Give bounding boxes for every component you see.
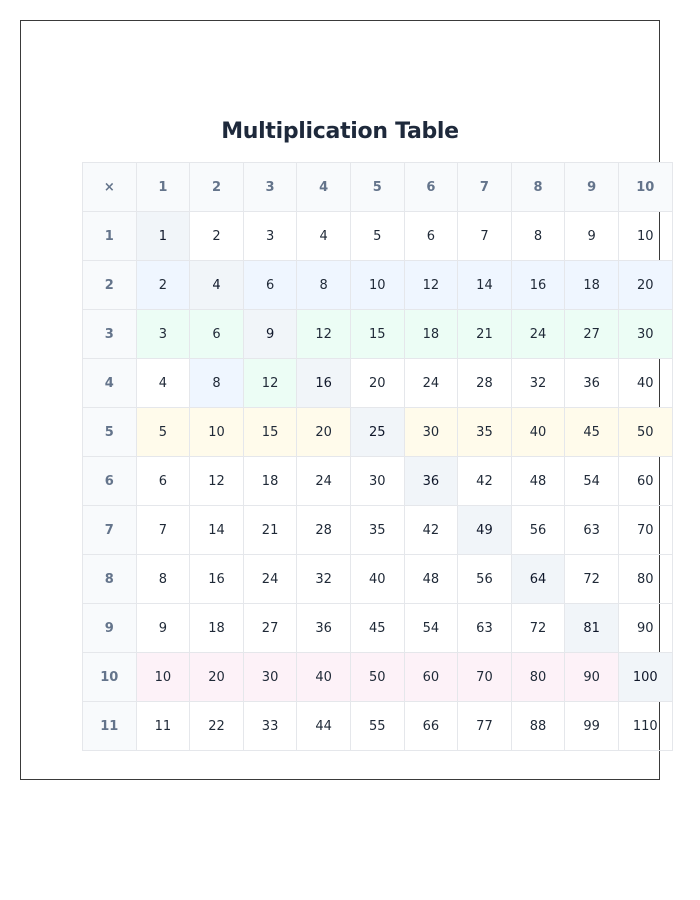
row-header: 7	[83, 506, 137, 555]
table-cell: 21	[243, 506, 297, 555]
column-header: 2	[190, 163, 244, 212]
table-row	[83, 604, 673, 653]
table-cell: 9	[243, 310, 297, 359]
table-cell: 12	[190, 457, 244, 506]
table-cell: 3	[243, 212, 297, 261]
table-cell: 55	[350, 702, 404, 751]
table-cell: 45	[350, 604, 404, 653]
table-cell: 27	[565, 310, 619, 359]
table-cell: 12	[404, 261, 458, 310]
row-header: 9	[83, 604, 137, 653]
table-cell: 30	[350, 457, 404, 506]
row-header: 10	[83, 653, 137, 702]
table-cell: 36	[404, 457, 458, 506]
table-cell: 18	[243, 457, 297, 506]
table-cell: 60	[404, 653, 458, 702]
table-row	[83, 212, 673, 261]
row-header: 6	[83, 457, 137, 506]
table-cell: 50	[350, 653, 404, 702]
table-cell: 7	[458, 212, 512, 261]
table-cell: 99	[565, 702, 619, 751]
column-header: 9	[565, 163, 619, 212]
table-cell: 32	[297, 555, 351, 604]
table-cell: 28	[458, 359, 512, 408]
table-cell: 22	[190, 702, 244, 751]
table-scroll-area[interactable]	[82, 162, 658, 734]
table-cell: 42	[458, 457, 512, 506]
table-cell: 10	[136, 653, 190, 702]
table-cell: 8	[190, 359, 244, 408]
table-cell: 35	[350, 506, 404, 555]
table-cell: 6	[243, 261, 297, 310]
table-row	[83, 457, 673, 506]
table-cell: 20	[350, 359, 404, 408]
table-cell: 9	[136, 604, 190, 653]
table-row	[83, 359, 673, 408]
table-cell: 5	[136, 408, 190, 457]
column-header: 6	[404, 163, 458, 212]
table-cell: 49	[458, 506, 512, 555]
table-cell: 50	[618, 408, 672, 457]
table-cell: 54	[404, 604, 458, 653]
table-cell: 56	[511, 506, 565, 555]
table-cell: 11	[136, 702, 190, 751]
table-cell: 10	[618, 212, 672, 261]
header-row	[83, 163, 673, 212]
table-cell: 90	[565, 653, 619, 702]
table-cell: 40	[297, 653, 351, 702]
table-cell: 24	[243, 555, 297, 604]
table-cell: 12	[243, 359, 297, 408]
table-cell: 21	[458, 310, 512, 359]
table-cell: 20	[297, 408, 351, 457]
table-cell: 48	[404, 555, 458, 604]
table-cell: 28	[297, 506, 351, 555]
row-header: 1	[83, 212, 137, 261]
table-cell: 42	[404, 506, 458, 555]
row-header: 2	[83, 261, 137, 310]
table-cell: 40	[511, 408, 565, 457]
table-cell: 16	[190, 555, 244, 604]
table-cell: 88	[511, 702, 565, 751]
table-cell: 36	[565, 359, 619, 408]
table-cell: 30	[243, 653, 297, 702]
column-header: 8	[511, 163, 565, 212]
table-cell: 63	[565, 506, 619, 555]
table-cell: 8	[136, 555, 190, 604]
table-cell: 70	[618, 506, 672, 555]
table-cell: 60	[618, 457, 672, 506]
column-header: 10	[618, 163, 672, 212]
table-cell: 90	[618, 604, 672, 653]
table-row	[83, 506, 673, 555]
table-cell: 16	[511, 261, 565, 310]
table-cell: 30	[404, 408, 458, 457]
table-cell: 64	[511, 555, 565, 604]
table-cell: 24	[297, 457, 351, 506]
table-cell: 1	[136, 212, 190, 261]
multiplication-table	[82, 162, 673, 751]
table-row	[83, 702, 673, 751]
table-cell: 15	[243, 408, 297, 457]
table-cell: 24	[404, 359, 458, 408]
table-cell: 25	[350, 408, 404, 457]
table-cell: 100	[618, 653, 672, 702]
page-title: Multiplication Table	[221, 119, 459, 144]
table-cell: 4	[297, 212, 351, 261]
table-cell: 14	[458, 261, 512, 310]
row-header: 4	[83, 359, 137, 408]
row-header: 11	[83, 702, 137, 751]
table-row	[83, 653, 673, 702]
table-cell: 35	[458, 408, 512, 457]
table-cell: 40	[350, 555, 404, 604]
table-cell: 33	[243, 702, 297, 751]
table-cell: 20	[618, 261, 672, 310]
column-header: 3	[243, 163, 297, 212]
table-cell: 18	[404, 310, 458, 359]
table-cell: 18	[565, 261, 619, 310]
corner-cell: ×	[83, 163, 137, 212]
table-cell: 5	[350, 212, 404, 261]
table-cell: 70	[458, 653, 512, 702]
table-cell: 6	[136, 457, 190, 506]
row-header: 3	[83, 310, 137, 359]
table-cell: 15	[350, 310, 404, 359]
table-cell: 10	[190, 408, 244, 457]
table-row	[83, 310, 673, 359]
table-cell: 110	[618, 702, 672, 751]
table-cell: 32	[511, 359, 565, 408]
table-cell: 48	[511, 457, 565, 506]
table-cell: 3	[136, 310, 190, 359]
column-header: 4	[297, 163, 351, 212]
table-cell: 14	[190, 506, 244, 555]
table-cell: 2	[136, 261, 190, 310]
table-cell: 12	[297, 310, 351, 359]
column-header: 1	[136, 163, 190, 212]
page-frame	[20, 20, 660, 780]
row-header: 8	[83, 555, 137, 604]
table-cell: 4	[136, 359, 190, 408]
table-cell: 30	[618, 310, 672, 359]
table-cell: 72	[511, 604, 565, 653]
table-cell: 6	[404, 212, 458, 261]
table-cell: 16	[297, 359, 351, 408]
table-cell: 40	[618, 359, 672, 408]
table-cell: 18	[190, 604, 244, 653]
table-cell: 54	[565, 457, 619, 506]
table-cell: 77	[458, 702, 512, 751]
column-header: 5	[350, 163, 404, 212]
table-cell: 20	[190, 653, 244, 702]
table-cell: 45	[565, 408, 619, 457]
table-cell: 36	[297, 604, 351, 653]
table-cell: 24	[511, 310, 565, 359]
table-cell: 56	[458, 555, 512, 604]
table-cell: 80	[511, 653, 565, 702]
table-cell: 10	[350, 261, 404, 310]
table-cell: 44	[297, 702, 351, 751]
table-cell: 27	[243, 604, 297, 653]
table-cell: 81	[565, 604, 619, 653]
table-cell: 8	[297, 261, 351, 310]
table-cell: 66	[404, 702, 458, 751]
table-cell: 8	[511, 212, 565, 261]
table-cell: 63	[458, 604, 512, 653]
table-cell: 72	[565, 555, 619, 604]
table-cell: 4	[190, 261, 244, 310]
table-row	[83, 408, 673, 457]
table-row	[83, 555, 673, 604]
table-cell: 6	[190, 310, 244, 359]
table-cell: 80	[618, 555, 672, 604]
table-row	[83, 261, 673, 310]
table-cell: 9	[565, 212, 619, 261]
table-cell: 2	[190, 212, 244, 261]
column-header: 7	[458, 163, 512, 212]
row-header: 5	[83, 408, 137, 457]
table-cell: 7	[136, 506, 190, 555]
